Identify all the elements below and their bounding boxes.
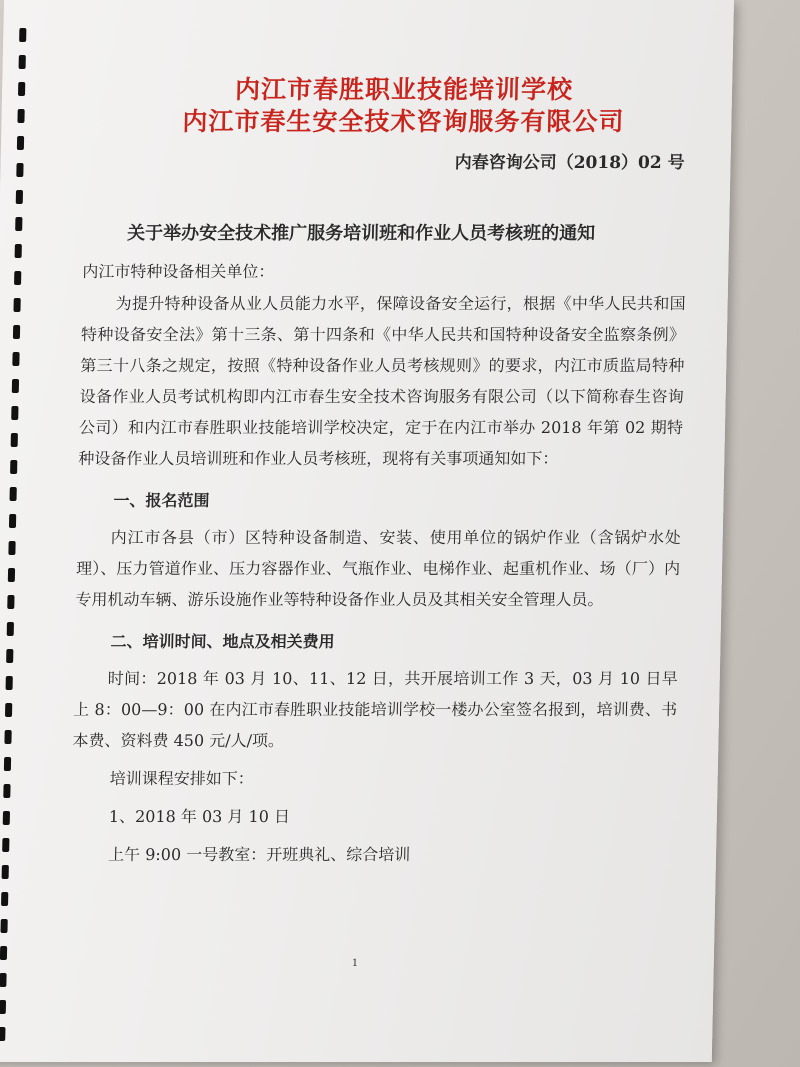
schedule-day-1: 1、2018 年 03 月 10 日 — [108, 807, 291, 826]
binding-ring — [4, 730, 11, 744]
page-number: 1 — [351, 958, 359, 969]
binding-ring — [18, 82, 25, 96]
binding-ring — [17, 109, 24, 123]
binding-ring — [0, 1027, 5, 1041]
section-1-heading: 一、报名范围 — [113, 491, 210, 510]
section-2-heading: 二、培训时间、地点及相关费用 — [110, 632, 335, 651]
binding-ring — [9, 514, 16, 528]
binding-ring — [0, 1000, 6, 1014]
schedule-item-1: 上午 9:00 一号教室：开班典礼、综合培训 — [107, 845, 411, 864]
binding-ring — [15, 244, 22, 258]
binding-ring — [3, 784, 10, 798]
section-2-body: 时间：2018 年 03 月 10、11、12 日，共开展培训工作 3 天，03 月 10 日早上 8：00—9：00 在内江市春胜职业技能培训学校一楼办公室签名报到，培训费、书本费、资料费 450 元/人/项。 — [72, 669, 678, 750]
binding-ring — [6, 676, 13, 690]
binding-ring — [11, 433, 18, 447]
spiral-binding — [0, 28, 31, 1058]
binding-ring — [7, 595, 14, 609]
binding-ring — [10, 460, 17, 474]
binding-ring — [16, 190, 23, 204]
binding-ring — [6, 649, 13, 663]
organization-name-1: 内江市春胜职业技能培训学校 — [234, 75, 574, 104]
binding-ring — [0, 973, 7, 987]
binding-ring — [19, 28, 26, 42]
binding-ring — [7, 622, 14, 636]
schedule-intro: 培训课程安排如下： — [109, 769, 254, 788]
intro-paragraph: 为提升特种设备从业人员能力水平，保障设备安全运行，根据《中华人民共和国特种设备安全法》第十三条、第十四条和《中华人民共和国特种设备安全监察条例》第三十八条之规定，按照《特种设备作业人员考核规则》的要求，内江市质监局特种设备作业人员考试机构即内江市春生安全技术咨询服务有限公司（以下简称春生咨询公司）和内江市春胜职业技能培训学校决定，定于在内江市举办 2018 年第 02 期特种设备作业人员培训班和作业人员考核班，现将有关事项通知如下： — [78, 294, 686, 468]
binding-ring — [19, 55, 26, 69]
binding-ring — [2, 838, 9, 852]
binding-ring — [4, 757, 11, 771]
binding-ring — [15, 217, 22, 231]
binding-ring — [5, 703, 12, 717]
binding-ring — [14, 271, 21, 285]
binding-ring — [12, 379, 19, 393]
binding-ring — [3, 811, 10, 825]
addressee: 内江市特种设备相关单位： — [82, 262, 275, 281]
document-content — [74, 60, 691, 870]
binding-ring — [1, 892, 8, 906]
section-1-body: 内江市各县（市）区特种设备制造、安装、使用单位的锅炉作业（含锅炉水处理）、压力管道作业、压力容器作业、气瓶作业、电梯作业、起重机作业、场（厂）内专用机动车辆、游乐设施作业等特种设备作业人员及其相关安全管理人员。 — [75, 528, 681, 609]
binding-ring — [2, 865, 9, 879]
binding-ring — [0, 946, 7, 960]
binding-ring — [0, 919, 7, 933]
binding-ring — [13, 325, 20, 339]
binding-ring — [17, 136, 24, 150]
binding-ring — [8, 568, 15, 582]
binding-ring — [12, 352, 19, 366]
binding-ring — [10, 487, 17, 501]
binding-ring — [8, 541, 15, 555]
binding-ring — [16, 163, 23, 177]
document-number: 内春咨询公司（2018）02 号 — [454, 153, 685, 173]
binding-ring — [13, 298, 20, 312]
notice-title: 关于举办安全技术推广服务培训班和作业人员考核班的通知 — [126, 223, 596, 244]
binding-ring — [11, 406, 18, 420]
organization-name-2: 内江市春生安全技术咨询服务有限公司 — [182, 107, 625, 136]
